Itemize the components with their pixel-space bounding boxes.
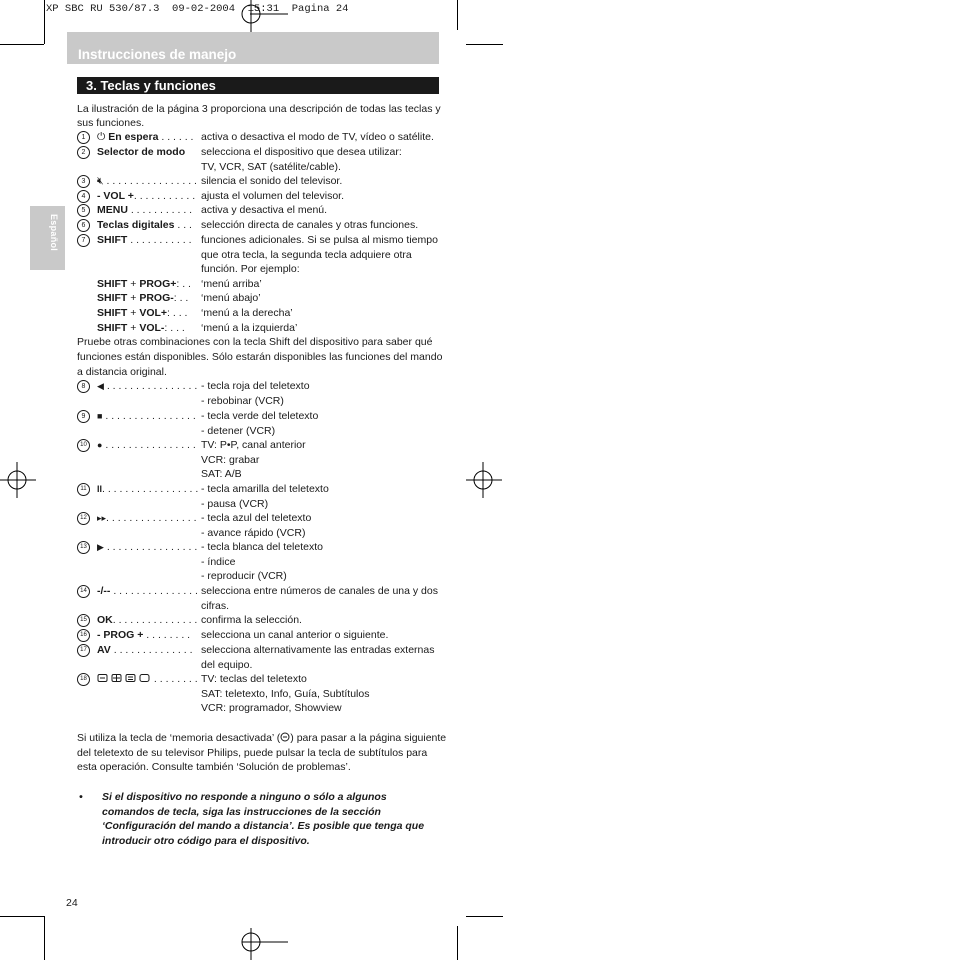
page-number: 24 — [66, 897, 78, 909]
key-label: ◀ . . . . . . . . . . . . . . . . — [97, 380, 198, 392]
warning-line-1: Si el dispositivo no responde a ninguno o sólo a algunos — [102, 791, 387, 803]
section-bar — [77, 77, 439, 94]
pause-icon: II — [97, 484, 103, 494]
key-description: selecciona alternativamente las entradas externas del equipo. — [201, 644, 435, 671]
key-description: confirma la selección. — [201, 614, 302, 626]
registration-mark-right — [466, 462, 502, 498]
intro-line-2: sus funciones. — [77, 117, 145, 129]
shift-combo-key: SHIFT + PROG-: . . — [97, 292, 189, 304]
stop-icon: ■ — [97, 411, 103, 421]
key-label: ▸▸. . . . . . . . . . . . . . . . — [97, 512, 197, 524]
memory-note-line-1: Si utiliza la tecla de ‘memoria desactivada’ ( ) para pasar a la página siguiente — [77, 732, 447, 744]
item-number: 12 — [77, 512, 90, 525]
intro-line-1: La ilustración de la página 3 proporciona una descripción de todas las teclas y — [77, 103, 441, 115]
key-label: AV . . . . . . . . . . . . . . — [97, 644, 193, 656]
key-description: - tecla amarilla del teletexto - pausa (VCR) — [201, 483, 329, 510]
warning-line-4: introducir otro código para el dispositivo. — [102, 835, 310, 847]
item-number: 5 — [77, 204, 90, 217]
key-description: activa y desactiva el menú. — [201, 204, 328, 216]
language-tab — [30, 206, 65, 270]
item-number: 6 — [77, 219, 90, 232]
item-number: 1 — [77, 131, 90, 144]
item-number: 7 — [77, 234, 90, 247]
key-description: TV: P•P, canal anterior VCR: grabar SAT: A/B — [201, 439, 306, 481]
memory-note-line-3: esta operación. Consulte también ‘Solución de problemas’. — [77, 761, 351, 773]
key-label: ● . . . . . . . . . . . . . . . . — [97, 439, 196, 451]
item-number: 9 — [77, 410, 90, 423]
key-label: . . . . . . . . — [97, 672, 198, 686]
shift-combo-desc: ‘menú a la derecha’ — [201, 307, 293, 319]
key-description: silencia el sonido del televisor. — [201, 175, 343, 187]
key-label: II. . . . . . . . . . . . . . . . . — [97, 483, 199, 495]
print-header: XP SBC RU 530/87.3 09-02-2004 15:31 Pagina 24 — [46, 3, 349, 15]
registration-mark-left — [0, 462, 36, 498]
key-description: ajusta el volumen del televisor. — [201, 190, 344, 202]
key-description: selecciona entre números de canales de una y dos cifras. — [201, 585, 438, 612]
play-icon: ▶ — [97, 542, 104, 552]
shift-combo-key: SHIFT + VOL-: . . . — [97, 322, 185, 334]
shift-combo-key: SHIFT + PROG+: . . — [97, 278, 191, 290]
try-other-line-3: a distancia original. — [77, 366, 167, 378]
key-label: Teclas digitales . . . — [97, 219, 192, 231]
section-title: 3. Teclas y funciones — [86, 78, 216, 93]
key-description: activa o desactiva el modo de TV, vídeo o satélite. — [201, 131, 434, 143]
key-description: selecciona un canal anterior o siguiente. — [201, 629, 389, 641]
key-label: OK. . . . . . . . . . . . . . . — [97, 614, 198, 626]
shift-combo-desc: ‘menú abajo’ — [201, 292, 261, 304]
key-description: funciones adicionales. Si se pulsa al mismo tiempo que otra tecla, la segunda tecla adquiere otra función. Por ejemplo: — [201, 234, 438, 276]
shift-combo-desc: ‘menú a la izquierda’ — [201, 322, 298, 334]
key-label: ▶ . . . . . . . . . . . . . . . . — [97, 541, 198, 553]
item-number: 17 — [77, 644, 90, 657]
language-tab-label: Español — [49, 214, 59, 252]
record-icon: ● — [97, 440, 103, 450]
key-label: SHIFT . . . . . . . . . . . — [97, 234, 192, 246]
warning-bullet: • — [79, 791, 83, 803]
try-other-line-1: Pruebe otras combinaciones con la tecla Shift del dispositivo para saber qué — [77, 336, 433, 348]
registration-mark-bottom — [228, 928, 288, 960]
key-description: - tecla verde del teletexto - detener (VCR) — [201, 410, 319, 437]
item-number: 15 — [77, 614, 90, 627]
key-label: ■ . . . . . . . . . . . . . . . . — [97, 410, 196, 422]
key-description: - tecla roja del teletexto - rebobinar (VCR) — [201, 380, 310, 407]
item-number: 14 — [77, 585, 90, 598]
item-number: 8 — [77, 380, 90, 393]
mute-icon: 🔇︎ — [97, 175, 104, 187]
key-description: selecciona el dispositivo que desea utilizar: TV, VCR, SAT (satélite/cable). — [201, 146, 402, 173]
key-label: - PROG + . . . . . . . . — [97, 629, 191, 641]
shift-combo-desc: ‘menú arriba’ — [201, 278, 262, 290]
item-number: 13 — [77, 541, 90, 554]
teletext-keys-icon — [97, 673, 151, 683]
page-title: Instrucciones de manejo — [78, 47, 237, 62]
key-label: ⏻ En espera . . . . . . — [97, 131, 194, 143]
key-description: - tecla blanca del teletexto - índice - reproducir (VCR) — [201, 541, 323, 583]
fast-forward-icon: ▸▸ — [97, 513, 107, 523]
shift-combo-key: SHIFT + VOL+: . . . — [97, 307, 188, 319]
item-number: 3 — [77, 175, 90, 188]
key-label: 🔇︎ . . . . . . . . . . . . . . . . — [97, 175, 197, 187]
key-label: -/-- . . . . . . . . . . . . . . . — [97, 585, 198, 597]
item-number: 4 — [77, 190, 90, 203]
key-label: - VOL +. . . . . . . . . . . — [97, 190, 196, 202]
memory-off-icon — [280, 732, 290, 742]
key-label: Selector de modo — [97, 146, 186, 158]
key-description: TV: teclas del teletexto SAT: teletexto, Info, Guía, Subtítulos VCR: programador, Showview — [201, 673, 370, 715]
rewind-icon: ◀ — [97, 381, 104, 391]
item-number: 11 — [77, 483, 90, 496]
item-number: 10 — [77, 439, 90, 452]
warning-line-3: ‘Configuración del mando a distancia’. Es posible que tenga que — [102, 820, 425, 832]
key-description: - tecla azul del teletexto - avance rápido (VCR) — [201, 512, 312, 539]
warning-line-2: comandos de tecla, siga las instrucciones de la sección — [102, 806, 381, 818]
header-bar — [67, 32, 439, 64]
key-description: selección directa de canales y otras funciones. — [201, 219, 419, 231]
key-label: MENU . . . . . . . . . . . — [97, 204, 193, 216]
item-number: 16 — [77, 629, 90, 642]
memory-note-line-2: del teletexto de su televisor Philips, puede pulsar la tecla de subtítulos para — [77, 747, 428, 759]
try-other-line-2: funciones están disponibles. Sólo estarán disponibles las funciones del mando — [77, 351, 443, 363]
item-number: 18 — [77, 673, 90, 686]
power-icon: ⏻ — [97, 131, 109, 143]
item-number: 2 — [77, 146, 90, 159]
